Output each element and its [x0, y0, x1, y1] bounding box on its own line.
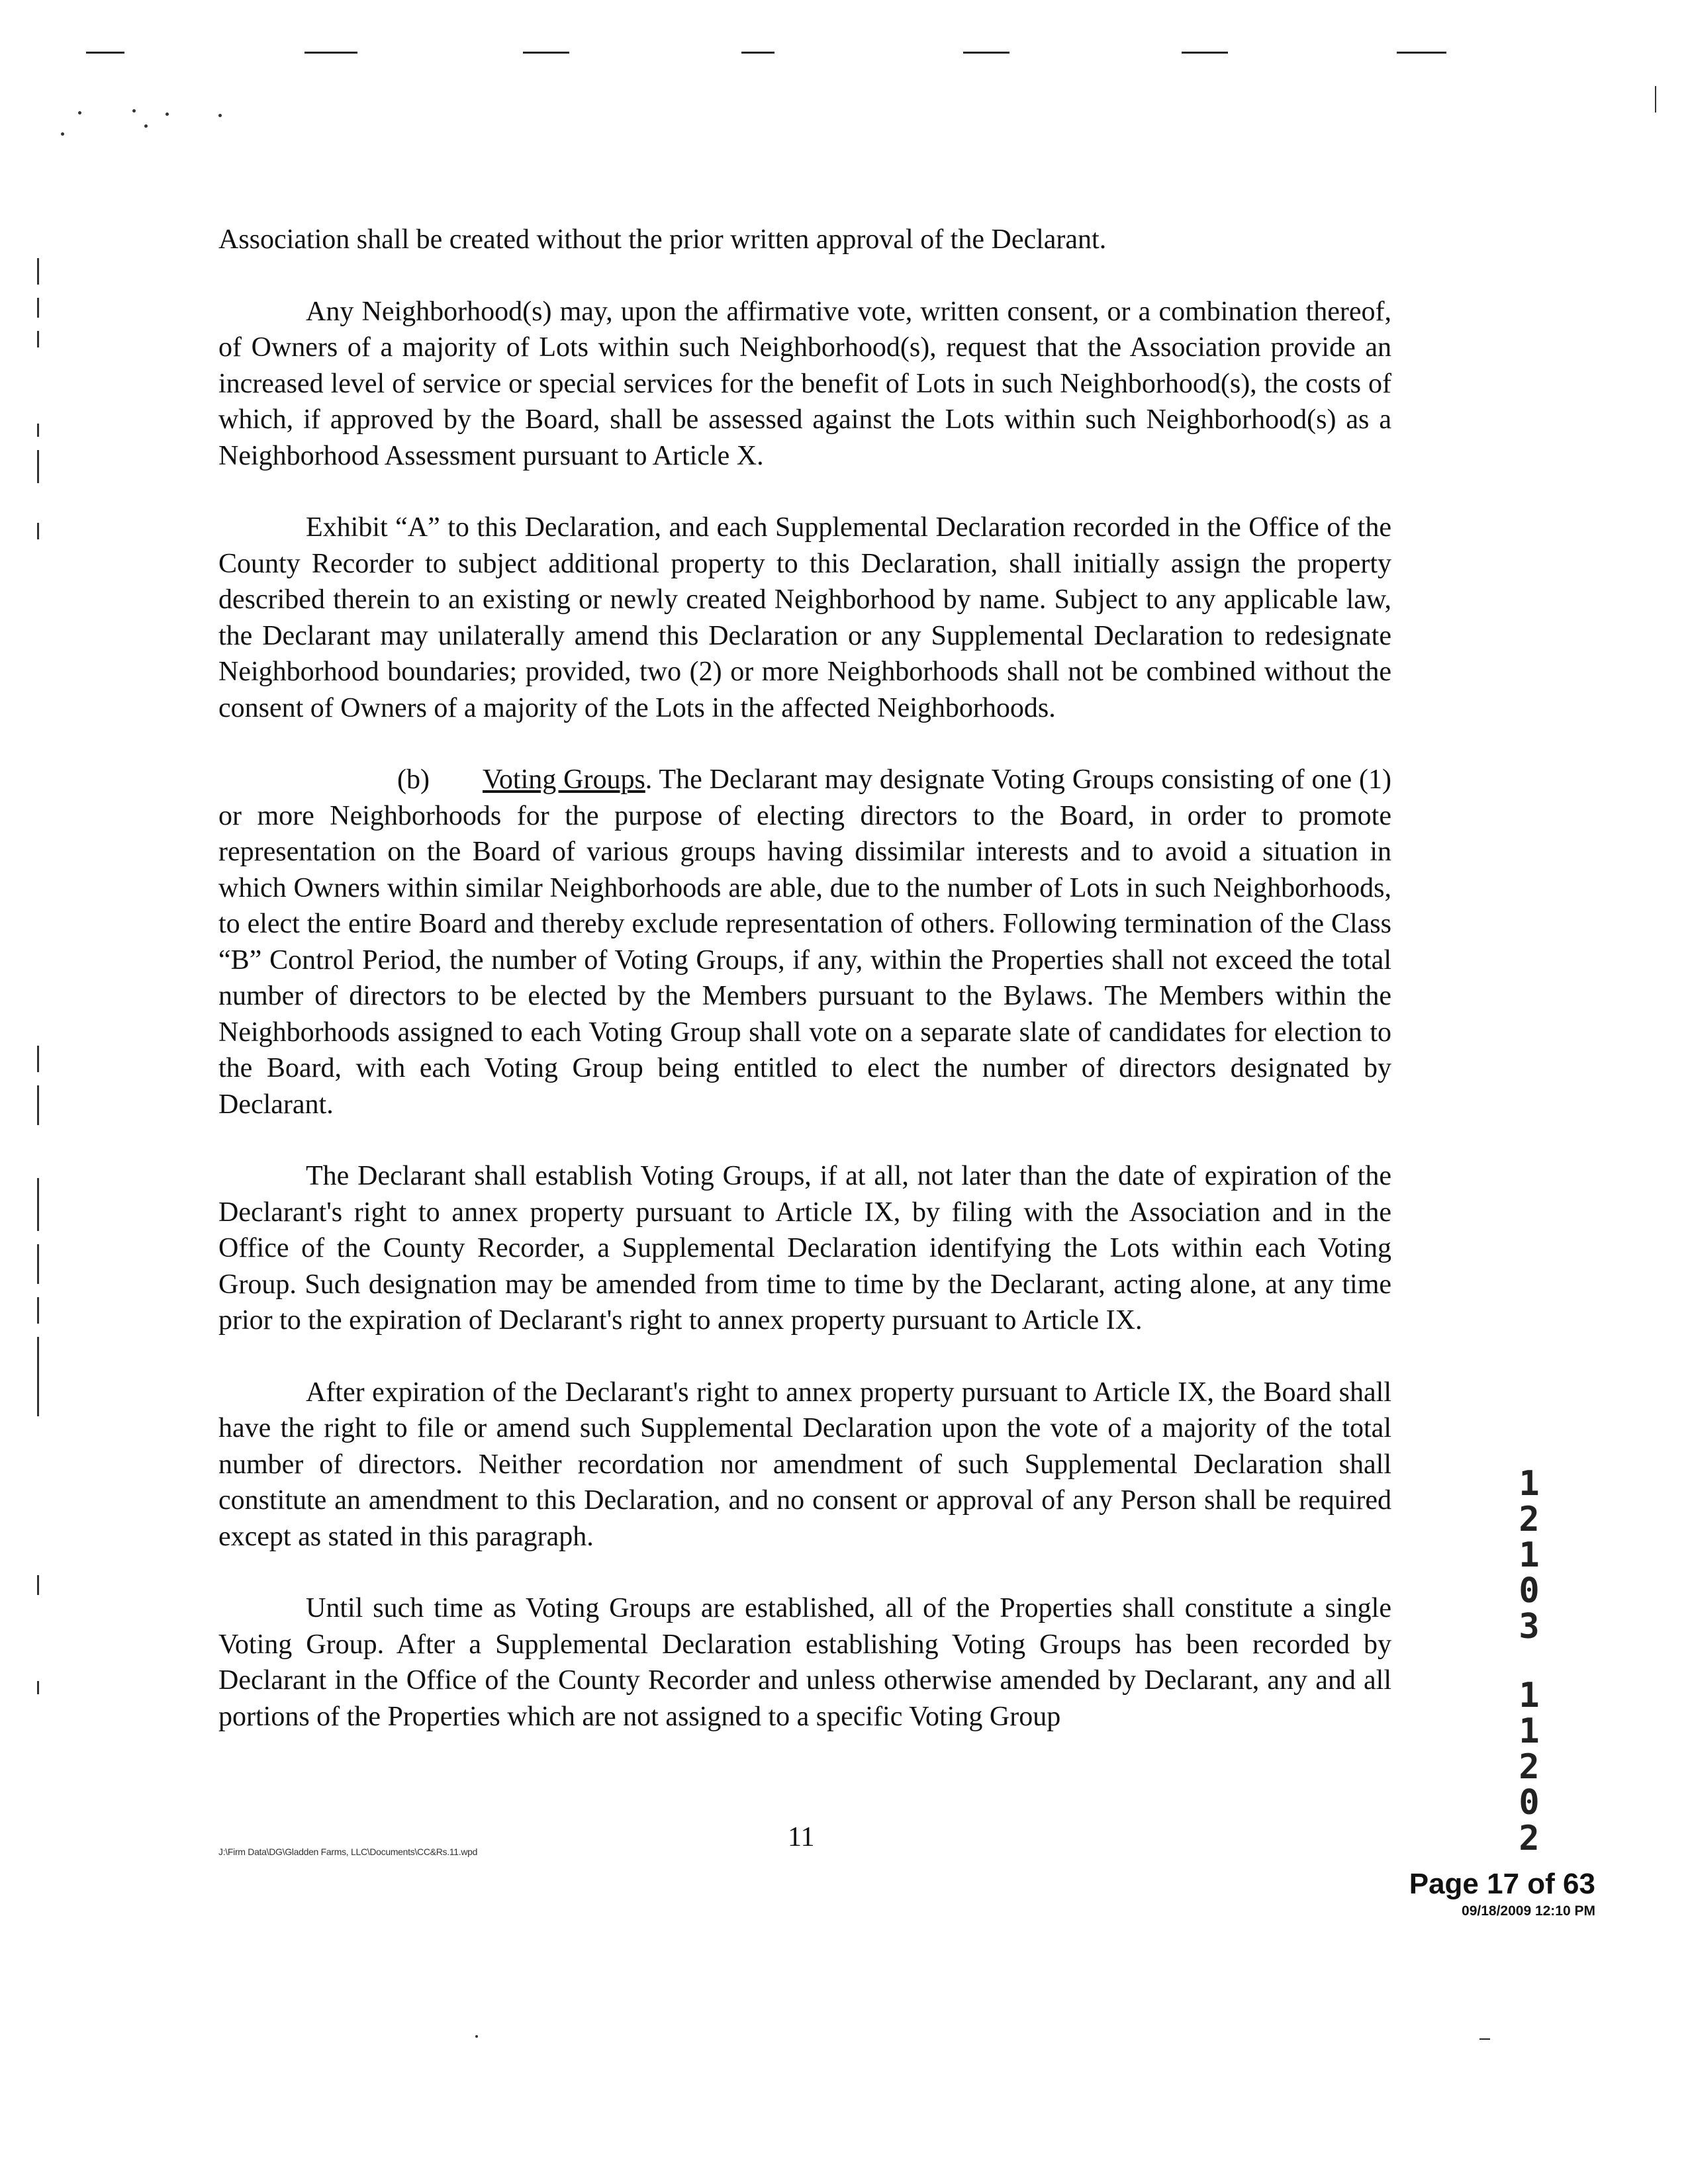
recording-digit: 2 — [1519, 1819, 1540, 1858]
subsection-label: (b) — [397, 764, 430, 795]
recording-digit: 3 — [1519, 1607, 1540, 1647]
scan-artifact — [523, 52, 569, 54]
scan-artifact — [37, 450, 39, 483]
scan-artifact — [1655, 86, 1656, 113]
subsection-heading: Voting Groups — [482, 764, 645, 795]
scan-artifact — [37, 523, 39, 539]
scan-artifact — [37, 1178, 39, 1231]
scan-artifact — [37, 1297, 39, 1324]
scan-artifact — [132, 109, 136, 113]
scan-artifact — [144, 124, 148, 128]
paragraph-establish-voting-groups: The Declarant shall establish Voting Groups, if at all, not later than the date of expiration of the Declarant's right to annex property pursuant to Article IX, by filing with the Association and in the Office of the County Recorder, a Supplemental Declaration identifying the Lots within each Voting Group. Such designation may be amended from time to time by the Declarant, acting alone, at any time prior to the expiration of Declarant's right to annex property pursuant to Article IX. — [218, 1161, 1391, 1336]
scan-artifact — [37, 1085, 39, 1125]
scan-artifact — [37, 1337, 39, 1416]
scan-artifact — [37, 331, 39, 347]
subsection-text: The Declarant may designate Voting Groups consisting of one (1) or more Neighborhoods for the purpose of electing directors to the Board, in order to promote representation on the Board of various groups having dissimilar interests and to avoid a situation in which Owners within similar Neighborhoods are able, due to the number of Lots in such Neighborhoods, to elect the entire Board and thereby exclude representation of others. Following termination of the Class “B” Control Period, the number of Voting Groups, if any, within the Properties shall not exceed the total number of directors to be elected by the Members pursuant to the Bylaws. The Members within the Neighborhoods assigned to each Voting Group shall vote on a separate slate of candidates for election to the Board, with each Voting Group being entitled to elect the number of directors designated by Declarant. — [218, 764, 1391, 1120]
scan-artifact — [165, 113, 169, 116]
recording-digit: 0 — [1519, 1783, 1540, 1823]
scan-artifact — [218, 114, 222, 117]
scan-artifact — [37, 1244, 39, 1284]
scan-artifact — [1397, 52, 1446, 54]
paragraph-exhibit-a: Exhibit “A” to this Declaration, and each Supplemental Declaration recorded in the Office of the County Recorder to subject additional property to this Declaration, shall initially assign the property described therein to an existing or newly created Neighborhood by name. Subject to any applicable law, the Declarant may unilaterally amend this Declaration or any Supplemental Declaration to redesignate Neighborhood boundaries; provided, two (2) or more Neighborhoods shall not be combined without the consent of Owners of a majority of the Lots in the affected Neighborhoods. — [218, 512, 1391, 723]
recording-digit: 1 — [1519, 1711, 1540, 1751]
paragraph-single-voting-group: Until such time as Voting Groups are established, all of the Properties shall constitute a single Voting Group. After a Supplemental Declaration establishing Voting Groups has been recorded by Declarant in the Office of the County Recorder and unless otherwise amended by Declarant, any and all portions of the Properties which are not assigned to a specific Voting Group — [218, 1593, 1391, 1732]
recording-digit: 1 — [1519, 1676, 1540, 1715]
continuation-line: Association shall be created without the prior written approval of the Declarant. — [218, 224, 1107, 255]
recording-digit: 2 — [1519, 1747, 1540, 1787]
scan-artifact — [37, 1575, 39, 1595]
recording-digit: 2 — [1519, 1500, 1540, 1539]
scan-artifact — [37, 1681, 39, 1694]
stamp-datetime: 09/18/2009 12:10 PM — [1462, 1903, 1595, 1919]
paragraph-board-right: After expiration of the Declarant's right to annex property pursuant to Article IX, the Board shall have the right to file or amend such Supplemental Declaration upon the vote of a majority of the total number of directors. Neither recordation nor amendment of such Supplemental Declaration shall constitute an amendment to this Declaration, and no consent or approval of any Person shall be required except as stated in this paragraph. — [218, 1377, 1391, 1552]
scan-artifact — [78, 111, 81, 114]
stamp-page-label: Page 17 of 63 — [1409, 1868, 1595, 1900]
subsection-b-voting-groups — [218, 762, 1391, 1122]
document-body — [218, 222, 1391, 1770]
scan-artifact — [741, 52, 774, 54]
footer-file-path: J:\Firm Data\DG\Gladden Farms, LLC\Documents\CC&Rs.11.wpd — [218, 1846, 478, 1857]
scan-artifact — [963, 52, 1009, 54]
subsection-heading-punct: . — [645, 764, 653, 795]
recording-digit: 1 — [1519, 1464, 1540, 1504]
scan-artifact — [37, 424, 39, 437]
recorder-stamp — [1403, 1868, 1595, 1919]
page-number: 11 — [788, 1822, 815, 1852]
scan-artifact — [37, 1046, 39, 1072]
scan-artifact — [305, 52, 357, 54]
scan-artifact — [37, 298, 39, 318]
scan-artifact — [1479, 2038, 1490, 2040]
scan-artifact — [475, 2035, 478, 2038]
scan-artifact — [1182, 52, 1228, 54]
scan-artifact — [37, 258, 39, 285]
recording-digit: 1 — [1519, 1535, 1540, 1575]
scan-artifact — [61, 132, 64, 136]
scan-artifact — [86, 52, 124, 54]
recording-digit: 0 — [1519, 1571, 1540, 1611]
recording-number — [1509, 1466, 1549, 1856]
paragraph-neighborhood-services: Any Neighborhood(s) may, upon the affirmative vote, written consent, or a combination thereof, of Owners of a majority of Lots within such Neighborhood(s), request that the Association provide an increased level of service or special services for the benefit of Lots in such Neighborhood(s), the costs of which, if approved by the Board, shall be assessed against the Lots within such Neighborhood(s) as a Neighborhood Assessment pursuant to Article X. — [218, 296, 1391, 471]
